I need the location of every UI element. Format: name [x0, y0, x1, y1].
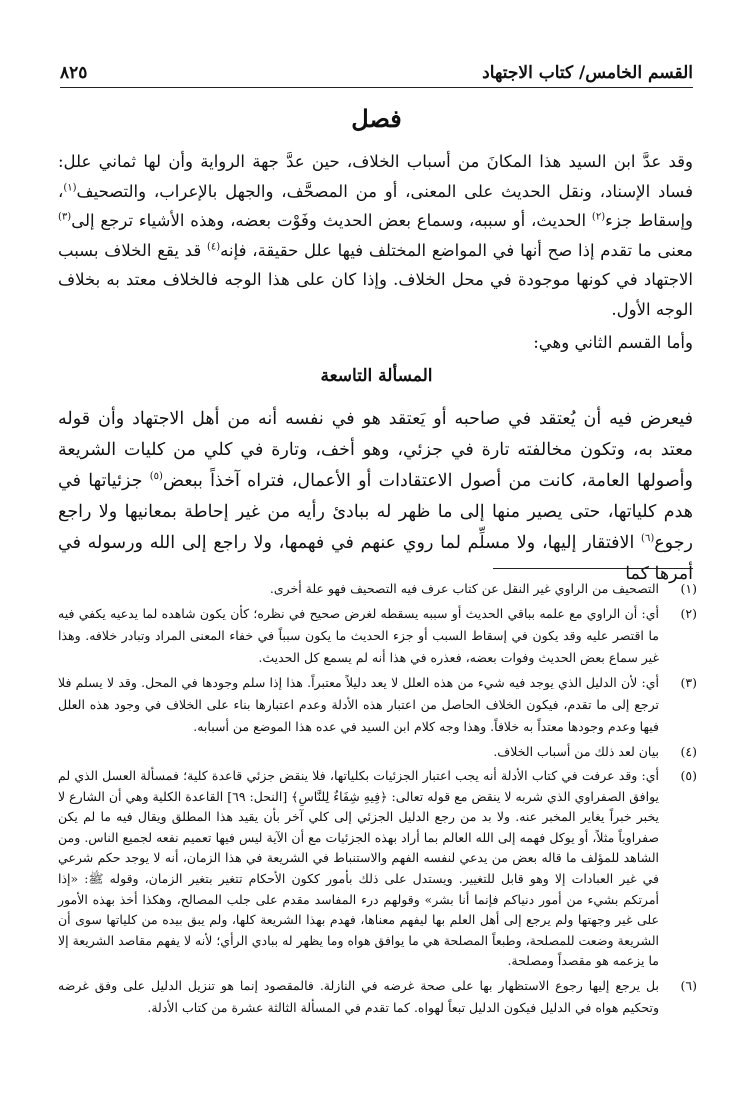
- footnote-text: أي: لأن الدليل الذي يوجد فيه شيء من هذه العلل لا يعد دليلاً معتبراً. هذا إذا سلم وجودها في المحل. وقد لا يسلم فلا ترجع إلى ما تقدم، فيكون الخلاف الحاصل من اعتبار هذه الأدلة وعدم اعتبارها بناء على الخلاف في وجود هذه العلل فيها وعدم وجودها معتداً به خلافاً. وهذا وجه كلام ابن السيد في عده هذا الموضع من أسبابه.: [58, 675, 659, 734]
- paragraph-1: [58, 147, 693, 324]
- footnote-ref-3: (٣): [58, 211, 72, 223]
- paragraph-3-part-a: فيعرض فيه أن يُعتقد في صاحبه أو يَعتقد هو في نفسه أنه من أهل الاجتهاد وأن قوله معتد به، وتكون مخالفته تارة في جزئي، وهو أخف، وتارة في كلي من كليات الشريعة وأصولها العامة، كانت من أصول الاعتقادات أو الأعمال، فتراه آخذاً ببعض: [58, 409, 693, 491]
- footnote: [58, 672, 697, 738]
- footnote-text: بل يرجع إليها رجوع الاستظهار بها على صحة غرضه في النازلة. فالمقصود إنما هو تنزيل الدليل على وفق غرضه وتحكيم هواه في الدليل فيكون الدليل تبعاً لهواه. كما تقدم في المسألة الثالثة عشرة من كتاب الأدلة.: [58, 977, 659, 1015]
- paragraph-3-part-c: الافتقار إليها، ولا مسلِّم لما روي عنهم في فهمها، ولا راجع إلى الله ورسوله في أمرها كما: [58, 533, 693, 584]
- page-header: [60, 58, 693, 88]
- paragraph-1-part-d: معنى ما تقدم إذا صح أنها في المواضع المختلف فيها علل حقيقة، فإنه: [220, 240, 693, 260]
- footnote-ref-5: (٥): [149, 471, 163, 483]
- footnote-number: (١): [680, 581, 697, 596]
- footnote-ref-6: (٦): [641, 533, 655, 545]
- footnotes: [58, 578, 697, 1022]
- paragraph-1-part-b: ، وإسقاط جزء: [58, 181, 693, 230]
- running-title: القسم الخامس/ كتاب الاجتهاد: [482, 63, 693, 83]
- paragraph-3-part-b: جزئياتها في هدم كلياتها، حتى يصير منها إلى ما ظهر له ببادئ رأيه من غير إحاطة بمعانيها ولا راجع رجوع: [58, 471, 693, 553]
- footnote-number: (٢): [680, 606, 697, 621]
- paragraph-2: وأما القسم الثاني وهي:: [533, 333, 693, 352]
- footnote-ref-4: (٤): [206, 241, 221, 252]
- footnote: [58, 741, 697, 763]
- paragraph-1-part-e: قد يقع الخلاف بسبب الاجتهاد في كونها موجودة في محل الخلاف. وإذا كان على هذا الوجه فالخلاف معتد به بخلاف الوجه الأول.: [58, 240, 693, 319]
- footnote-ref-1: (١): [63, 182, 77, 193]
- footnote-number: (٦): [680, 977, 697, 993]
- paragraph-1-part-c: الحديث، أو سببه، وسماع بعض الحديث وفَوْت بعضه، وهذه الأشياء ترجع إلى: [71, 211, 592, 230]
- footnote: [58, 578, 697, 600]
- section-heading: فصل: [351, 104, 402, 133]
- paragraph-3: [58, 404, 693, 590]
- footnote-text: أي: وقد عرفت في كتاب الأدلة أنه يجب اعتبار الجزئيات بكلياتها، فلا ينقض جزئي قاعدة كلية؛ فمسألة العسل الذي لم يوافق الصفراوي الذي شربه لا ينقض مع قوله تعالى: ﴿فِيهِ شِفَاءٌ لِلنَّاسِ﴾ [النحل: ٦٩] القاعدة الكلية وهي أن الشارع لا يخبر خبراً يغاير المخبر عنه. ولا بد من رجع الدليل الجزئي إلى كلي آخر بأن يقيد هذا المطلق ويقال فيه ما لم يكن صفراوياً مثلاً، أو يوكل فهمه إلى الله العالم بما أراد بهذه الجزئيات مع أن الآية ليس فيها تعميم نفعه لجميع الناس. ومن الشاهد للمؤلف ما قاله بعض من يدعي لنفسه الفهم والاستنباط في الشريعة في هذا الزمان، أنه لا يوجد حكم شرعي في غير العبادات إلا وهو قابل للتغيير. ويستدل على ذلك بأمور ككون الأحكام تتغير بتغير الزمان، وقوله ﷺ: «إذا أمرتكم بشيء من أمور دنياكم فإنما أنا بشر» وقولهم درء المفاسد مقدم على جلب المصالح، وهكذا أخذ بهذه الأمور على غير وجهتها ولم يرجع إلى أهل العلم بها ليفهم معناها، فهدم بهذا الشريعة كلها، ولم يبق بيده من كلياتها سوى أن الشريعة وضعت للمصلحة، وطبعاً المصلحة هي ما يوافق هواه وما يظهر له ببادي الرأي؛ لأنه لا يفهم مقاصد الشريعة إلا ما يزعمه هو مقصداً ومصلحة.: [58, 768, 660, 969]
- footnote: [58, 975, 697, 1019]
- footnote: [58, 603, 697, 669]
- issue-heading: المسألة التاسعة: [320, 366, 433, 386]
- footnote-text: أي: أن الراوي مع علمه بباقي الحديث أو سببه يسقطه لغرض صحيح في نظره؛ كأن يكون شاهده لما يدعيه يكفي فيه ما اقتصر عليه وقد يكون في إسقاط السبب أو جزء الحديث ما يكون سبباً في خفاء المعنى المراد وتبادر خلافه. وهذا غير سماع بعض الحديث وفوات بعضه، فعذره في هذا أنه لم يسمع كل الحديث.: [58, 606, 659, 665]
- footnote-number: (٥): [680, 768, 697, 783]
- footnote: [58, 766, 697, 972]
- footnote-number: (٤): [680, 744, 697, 759]
- footnote-text: بيان لعد ذلك من أسباب الخلاف.: [493, 744, 659, 759]
- footnote-separator: [493, 568, 693, 569]
- footnote-ref-2: (٢): [591, 211, 606, 223]
- page-number: ٨٢٥: [60, 63, 88, 83]
- footnote-text: التصحيف من الراوي غير النقل عن كتاب عرف فيه التصحيف فهو علة أخرى.: [269, 581, 659, 596]
- paragraph-1-part-a: وقد عدَّ ابن السيد هذا المكانَ من أسباب الخلاف، حين عدَّ جهة الرواية وأن لها ثماني علل: فساد الإسناد، ونقل الحديث على المعنى، أو من المصحَّف، والجهل بالإعراب، والتصحيف: [58, 152, 693, 201]
- footnote-number: (٣): [680, 675, 697, 690]
